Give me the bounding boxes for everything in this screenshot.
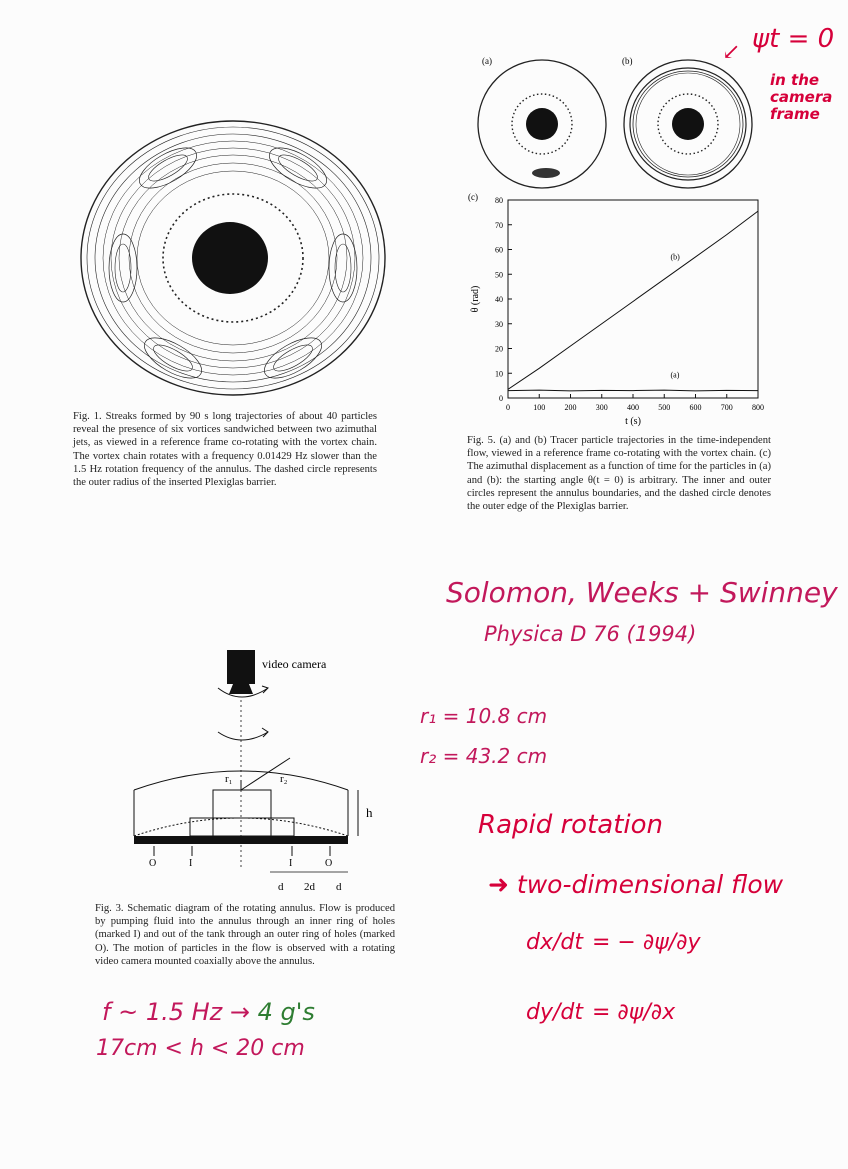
note-freq-b: 4 g's xyxy=(257,998,315,1026)
x-tick-label-2: 200 xyxy=(564,403,577,412)
series-label-0: (b) xyxy=(670,252,680,262)
y-tick-label-8: 80 xyxy=(495,196,503,205)
label-h: h xyxy=(366,805,373,820)
label-i-right: I xyxy=(289,858,293,869)
label-r1: r₁ xyxy=(225,773,233,785)
note-eq1-lhs: dx/dt xyxy=(526,930,583,955)
note-eq2-rhs: = ∂ψ/∂x xyxy=(592,1000,676,1025)
note-camera-frame-3: frame xyxy=(770,105,820,123)
fig1-caption: Fig. 1. Streaks formed by 90 s long trajectories of about 40 particles reveal the presence of six vortices sandwiched between two azimuthal jets, as viewed in a reference frame co-rotating with the vortex chain. The vortex chain rotates with a frequency 0.01429 Hz slower than the 1.5 Hz rotation frequency of the annulus. The dashed circle represents the outer radius of the inserted Plexiglas barrier. xyxy=(73,411,377,489)
note-height: 17cm < h < 20 cm xyxy=(96,1036,305,1061)
fig5-label-c: (c) xyxy=(468,192,478,202)
fig5-label-a: (a) xyxy=(482,56,492,66)
x-tick-label-7: 700 xyxy=(720,403,733,412)
label-o-right: O xyxy=(325,858,333,869)
note-eq1-rhs: = − ∂ψ/∂y xyxy=(592,930,701,955)
note-journal: Physica D 76 (1994) xyxy=(484,622,697,646)
note-twod: ➜ two-dimensional flow xyxy=(488,870,784,899)
note-psi-t: ψt = 0 xyxy=(752,24,835,54)
y-tick-label-1: 10 xyxy=(495,369,503,379)
label-i-left: I xyxy=(189,858,193,869)
fig3-schematic xyxy=(120,640,390,900)
x-tick-label-3: 300 xyxy=(595,403,608,412)
y-tick-label-4: 40 xyxy=(495,295,503,304)
y-tick-label-0: 0 xyxy=(499,394,503,403)
note-r2: r₂ = 43.2 cm xyxy=(420,744,548,768)
x-tick-label-0: 0 xyxy=(506,403,510,412)
label-2d: 2d xyxy=(304,881,315,893)
fig5-chart xyxy=(464,188,774,434)
label-r2: r₂ xyxy=(280,773,288,785)
y-tick-label-7: 70 xyxy=(495,220,503,230)
note-authors: Solomon, Weeks + Swinney xyxy=(446,576,838,609)
fig5-caption: Fig. 5. (a) and (b) Tracer particle trajectories in the time-independent flow, viewed in a reference frame co-rotating with the vortex chain. (c) The azimuthal displacement as a function of time for the particles in (a) and (b): the starting angle θ(t = 0) is arbitrary. The inner and outer circles represent the annulus boundaries, and the dashed circle denotes the outer edge of the Plexiglas barrier. xyxy=(467,435,771,513)
note-camera-frame xyxy=(770,72,832,123)
x-axis-label: t (s) xyxy=(625,416,641,427)
note-camera-frame-1: in the xyxy=(770,71,820,89)
series-label-1: (a) xyxy=(670,370,680,380)
note-r1: r₁ = 10.8 cm xyxy=(420,704,548,728)
camera-label: video camera xyxy=(262,657,327,671)
series-line-1 xyxy=(508,390,758,391)
note-arrow-icon: ↙ xyxy=(722,40,741,65)
note-camera-frame-2: camera xyxy=(770,88,833,106)
x-tick-label-8: 800 xyxy=(752,403,764,412)
y-axis-label: θ (rad) xyxy=(470,285,481,313)
x-tick-label-4: 400 xyxy=(627,403,639,412)
y-tick-label-2: 20 xyxy=(495,344,503,354)
label-d-right: d xyxy=(336,881,342,893)
label-d-left: d xyxy=(278,881,284,893)
note-rapid: Rapid rotation xyxy=(478,810,664,840)
y-tick-label-3: 30 xyxy=(495,319,503,329)
fig1-vortex-image xyxy=(78,118,388,398)
fig5-label-b: (b) xyxy=(622,56,633,66)
note-freq xyxy=(102,998,315,1026)
chart-frame xyxy=(508,200,758,398)
y-tick-label-5: 50 xyxy=(495,270,503,280)
note-eq2-lhs: dy/dt xyxy=(526,1000,583,1025)
x-tick-label-6: 600 xyxy=(689,403,702,412)
video-camera-icon xyxy=(227,650,255,684)
x-tick-label-1: 100 xyxy=(533,403,546,412)
x-tick-label-5: 500 xyxy=(658,403,671,412)
label-o-left: O xyxy=(149,858,157,869)
fig5-panels-ab xyxy=(470,52,770,192)
fig3-caption: Fig. 3. Schematic diagram of the rotating annulus. Flow is produced by pumping fluid into the annulus through an inner ring of holes (marked I) and out of the tank through an outer ring of holes (marked O). The motion of particles in the flow is observed with a rotating video camera mounted coaxially above the annulus. xyxy=(95,903,395,967)
series-line-0 xyxy=(508,211,758,389)
y-tick-label-6: 60 xyxy=(495,245,503,255)
note-freq-a: f ~ 1.5 Hz → xyxy=(102,998,250,1026)
